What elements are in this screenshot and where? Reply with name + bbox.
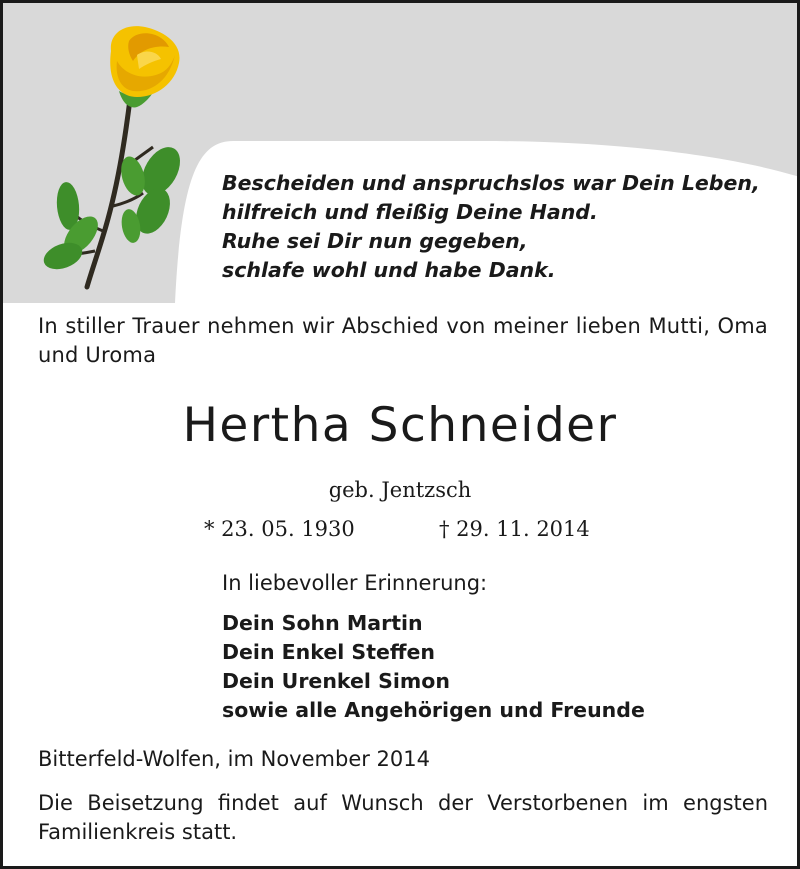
deceased-name: Hertha Schneider [182,398,618,453]
maiden-name: geb. Jentzsch [328,478,472,502]
death-date: † 29. 11. 2014 [439,517,590,541]
verse-line: schlafe wohl und habe Dank. [222,258,556,282]
verse-line: Bescheiden und anspruchslos war Dein Leben, [222,171,760,195]
birth-date: * 23. 05. 1930 [204,517,355,541]
yellow-rose-icon [33,21,208,291]
funeral-note: Die Beisetzung findet auf Wunsch der Verstorbenen im engsten Familienkreis statt. [38,791,768,844]
place-date: Bitterfeld-Wolfen, im November 2014 [38,747,430,771]
verse [222,169,760,285]
verse-line: Ruhe sei Dir nun gegeben, [222,229,528,253]
mourner: Dein Urenkel Simon [222,669,450,693]
mourner: Dein Sohn Martin [222,611,423,635]
mourner: sowie alle Angehörigen und Freunde [222,698,645,722]
verse-line: hilfreich und fleißig Deine Hand. [222,200,598,224]
memory-label: In liebevoller Erinnerung: [222,571,488,595]
mourners-list [222,609,645,725]
intro-text: In stiller Trauer nehmen wir Abschied von meiner lieben Mutti, Oma und Uroma [38,314,768,367]
mourner: Dein Enkel Steffen [222,640,435,664]
